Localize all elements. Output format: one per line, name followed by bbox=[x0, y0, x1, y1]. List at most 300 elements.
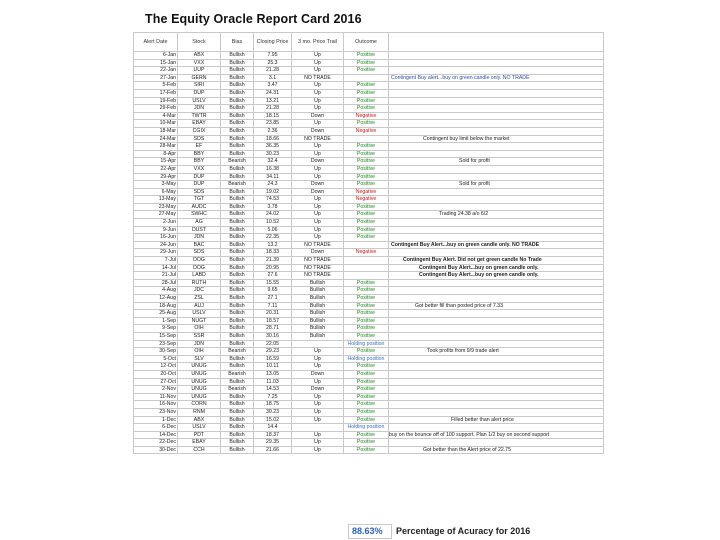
closing-price-cell: 18.33 bbox=[254, 249, 292, 257]
alert-date-cell: 19-Feb bbox=[134, 97, 178, 105]
alert-date-cell: 24-Jun bbox=[134, 241, 178, 249]
alert-date-cell: 21-Jul bbox=[134, 272, 178, 280]
price-trail-cell: Down bbox=[292, 386, 344, 394]
note-text: Contingent Buy Alert. Did not get green candle No Trade bbox=[403, 257, 542, 264]
price-trail-cell: Up bbox=[292, 97, 344, 105]
table-row bbox=[134, 295, 604, 303]
closing-price-cell: 3.1 bbox=[254, 74, 292, 82]
outcome-cell: Positive bbox=[344, 302, 389, 310]
closing-price-cell: 13.2 bbox=[254, 241, 292, 249]
alert-date-cell: 5-Feb bbox=[134, 82, 178, 90]
note-cell bbox=[389, 325, 604, 333]
note-cell bbox=[389, 127, 604, 135]
alert-date-cell: 4-Aug bbox=[134, 287, 178, 295]
stock-cell: SIRI bbox=[178, 82, 221, 90]
table-row bbox=[134, 127, 604, 135]
price-trail-cell: Down bbox=[292, 112, 344, 120]
bias-cell: Bullish bbox=[221, 378, 254, 386]
note-cell bbox=[389, 332, 604, 340]
outcome-cell: Positive bbox=[344, 226, 389, 234]
alert-date-cell: 22-Dec bbox=[134, 439, 178, 447]
alert-date-cell: 29-Jun bbox=[134, 249, 178, 257]
outcome-cell: Positive bbox=[344, 211, 389, 219]
note-cell bbox=[389, 219, 604, 227]
note-text: Contingent Buy Alert...buy on green candle only. NO TRADE bbox=[391, 241, 540, 248]
alert-date-cell: 25-Aug bbox=[134, 310, 178, 318]
table-row bbox=[134, 219, 604, 227]
price-trail-cell: Bullish bbox=[292, 310, 344, 318]
closing-price-cell: 3.78 bbox=[254, 203, 292, 211]
header-notes bbox=[389, 33, 604, 52]
note-cell bbox=[389, 52, 604, 60]
closing-price-cell: 11.03 bbox=[254, 378, 292, 386]
price-trail-cell: Bullish bbox=[292, 295, 344, 303]
bias-cell: Bullish bbox=[221, 105, 254, 113]
bias-cell: Bullish bbox=[221, 317, 254, 325]
table-row bbox=[134, 310, 604, 318]
closing-price-cell: 29.35 bbox=[254, 439, 292, 447]
closing-price-cell: 7.11 bbox=[254, 302, 292, 310]
note-cell bbox=[389, 393, 604, 401]
alert-date-cell: 17-Feb bbox=[134, 89, 178, 97]
outcome-cell: Negative bbox=[344, 196, 389, 204]
table-row bbox=[134, 408, 604, 416]
closing-price-cell: 18.75 bbox=[254, 401, 292, 409]
stock-cell: GERN bbox=[178, 74, 221, 82]
alert-date-cell: 3-May bbox=[134, 181, 178, 189]
bias-cell: Bullish bbox=[221, 52, 254, 60]
stock-cell: SWHC bbox=[178, 211, 221, 219]
closing-price-cell: 7.95 bbox=[254, 52, 292, 60]
outcome-cell: Positive bbox=[344, 416, 389, 424]
note-cell bbox=[389, 226, 604, 234]
note-cell bbox=[389, 446, 604, 454]
note-cell bbox=[389, 234, 604, 242]
closing-price-cell: 21.28 bbox=[254, 105, 292, 113]
closing-price-cell: 14.53 bbox=[254, 386, 292, 394]
table-row bbox=[134, 401, 604, 409]
bias-cell: Bullish bbox=[221, 67, 254, 75]
table-row bbox=[134, 241, 604, 249]
closing-price-cell: 15.02 bbox=[254, 416, 292, 424]
table-row bbox=[134, 439, 604, 447]
table-row bbox=[134, 325, 604, 333]
stock-cell: ABX bbox=[178, 416, 221, 424]
stock-cell: ZSL bbox=[178, 295, 221, 303]
alert-date-cell: 15-Apr bbox=[134, 158, 178, 166]
bias-cell: Bullish bbox=[221, 310, 254, 318]
table-row bbox=[134, 226, 604, 234]
bias-cell: Bullish bbox=[221, 408, 254, 416]
bias-cell: Bullish bbox=[221, 234, 254, 242]
bias-cell: Bullish bbox=[221, 120, 254, 128]
price-trail-cell: Up bbox=[292, 408, 344, 416]
note-cell bbox=[389, 279, 604, 287]
stock-cell: AUDC bbox=[178, 203, 221, 211]
bias-cell: Bullish bbox=[221, 416, 254, 424]
alert-date-cell: 14-Dec bbox=[134, 431, 178, 439]
table-row bbox=[134, 203, 604, 211]
header-outcome: Outcome bbox=[344, 33, 389, 52]
price-trail-cell: Bullish bbox=[292, 325, 344, 333]
bias-cell: Bullish bbox=[221, 257, 254, 265]
bias-cell: Bullish bbox=[221, 203, 254, 211]
price-trail-cell bbox=[292, 424, 344, 432]
note-cell bbox=[389, 249, 604, 257]
alert-date-cell: 9-Jun bbox=[134, 226, 178, 234]
table-row bbox=[134, 416, 604, 424]
stock-cell: SLV bbox=[178, 355, 221, 363]
outcome-cell: Positive bbox=[344, 325, 389, 333]
table-row bbox=[134, 264, 604, 272]
price-trail-cell: Up bbox=[292, 59, 344, 67]
note-cell bbox=[389, 158, 604, 166]
alert-date-cell: 1-Sep bbox=[134, 317, 178, 325]
closing-price-cell: 21.39 bbox=[254, 257, 292, 265]
price-trail-cell: Up bbox=[292, 52, 344, 60]
closing-price-cell: 18.37 bbox=[254, 431, 292, 439]
alert-date-cell: 5-Oct bbox=[134, 355, 178, 363]
table-row bbox=[134, 302, 604, 310]
bias-cell: Bullish bbox=[221, 150, 254, 158]
table-row bbox=[134, 332, 604, 340]
stock-cell: SDS bbox=[178, 188, 221, 196]
bias-cell: Bullish bbox=[221, 272, 254, 280]
stock-cell: CCH bbox=[178, 446, 221, 454]
stock-cell: DOG bbox=[178, 257, 221, 265]
bias-cell: Bullish bbox=[221, 332, 254, 340]
note-cell bbox=[389, 211, 604, 219]
table-row bbox=[134, 59, 604, 67]
alert-date-cell: 11-Nov bbox=[134, 393, 178, 401]
header-bias: Bias bbox=[221, 33, 254, 52]
closing-price-cell: 14.4 bbox=[254, 424, 292, 432]
stock-cell: BBY bbox=[178, 150, 221, 158]
note-cell bbox=[389, 82, 604, 90]
bias-cell: Bearish bbox=[221, 370, 254, 378]
note-cell bbox=[389, 59, 604, 67]
bias-cell: Bullish bbox=[221, 431, 254, 439]
note-text: buy on the bounce off of 100 support. Plan 1/2 buy on second support bbox=[389, 431, 550, 438]
stock-cell: VXX bbox=[178, 59, 221, 67]
closing-price-cell: 24.3 bbox=[254, 181, 292, 189]
bias-cell: Bullish bbox=[221, 196, 254, 204]
stock-cell: UNUG bbox=[178, 386, 221, 394]
outcome-cell: Holding position bbox=[344, 424, 389, 432]
bias-cell: Bullish bbox=[221, 401, 254, 409]
table-row bbox=[134, 317, 604, 325]
note-cell bbox=[389, 165, 604, 173]
price-trail-cell: NO TRADE bbox=[292, 257, 344, 265]
note-cell bbox=[389, 378, 604, 386]
stock-cell: AUJ bbox=[178, 302, 221, 310]
stock-cell: UNUG bbox=[178, 370, 221, 378]
outcome-cell: Positive bbox=[344, 348, 389, 356]
closing-price-cell: 18.15 bbox=[254, 112, 292, 120]
table-row bbox=[134, 188, 604, 196]
alert-date-cell: 12-Oct bbox=[134, 363, 178, 371]
closing-price-cell: 22.05 bbox=[254, 340, 292, 348]
closing-price-cell: 16.59 bbox=[254, 355, 292, 363]
bias-cell: Bullish bbox=[221, 295, 254, 303]
outcome-cell: Positive bbox=[344, 89, 389, 97]
outcome-cell: Positive bbox=[344, 52, 389, 60]
note-text: Filled better than alert price bbox=[451, 416, 514, 423]
alert-date-cell: 22-Apr bbox=[134, 165, 178, 173]
price-trail-cell: Up bbox=[292, 196, 344, 204]
closing-price-cell: 2.36 bbox=[254, 127, 292, 135]
note-cell bbox=[389, 257, 604, 265]
bias-cell: Bullish bbox=[221, 439, 254, 447]
stock-cell: CGIX bbox=[178, 127, 221, 135]
report-title: The Equity Oracle Report Card 2016 bbox=[145, 12, 362, 26]
outcome-cell: Positive bbox=[344, 203, 389, 211]
alert-date-cell: 6-Jan bbox=[134, 52, 178, 60]
price-trail-cell: Up bbox=[292, 226, 344, 234]
alert-date-cell: 16-Jun bbox=[134, 234, 178, 242]
price-trail-cell: Down bbox=[292, 158, 344, 166]
outcome-cell: Positive bbox=[344, 378, 389, 386]
price-trail-cell: Up bbox=[292, 82, 344, 90]
outcome-cell: Positive bbox=[344, 332, 389, 340]
alert-date-cell: 12-Aug bbox=[134, 295, 178, 303]
table-row bbox=[134, 173, 604, 181]
price-trail-cell: Down bbox=[292, 181, 344, 189]
note-cell bbox=[389, 67, 604, 75]
bias-cell: Bullish bbox=[221, 241, 254, 249]
table-row bbox=[134, 105, 604, 113]
alert-date-cell: 28-Mar bbox=[134, 143, 178, 151]
note-cell bbox=[389, 401, 604, 409]
price-trail-cell: Up bbox=[292, 363, 344, 371]
summary-bar bbox=[352, 526, 612, 540]
outcome-cell: Positive bbox=[344, 173, 389, 181]
price-trail-cell: Up bbox=[292, 393, 344, 401]
note-cell bbox=[389, 105, 604, 113]
closing-price-cell: 22.35 bbox=[254, 234, 292, 242]
closing-price-cell: 34.11 bbox=[254, 173, 292, 181]
price-trail-cell: Up bbox=[292, 234, 344, 242]
note-cell bbox=[389, 74, 604, 82]
alert-date-cell: 30-Sep bbox=[134, 348, 178, 356]
outcome-cell bbox=[344, 241, 389, 249]
note-cell bbox=[389, 295, 604, 303]
bias-cell: Bullish bbox=[221, 89, 254, 97]
closing-price-cell: 24.02 bbox=[254, 211, 292, 219]
closing-price-cell: 9.65 bbox=[254, 287, 292, 295]
outcome-cell: Positive bbox=[344, 446, 389, 454]
stock-cell: LABD bbox=[178, 272, 221, 280]
alert-date-cell: 28-Jul bbox=[134, 279, 178, 287]
price-trail-cell: Up bbox=[292, 348, 344, 356]
price-trail-cell: Up bbox=[292, 143, 344, 151]
note-text: Contingent Buy Alert...buy on green candle only. bbox=[419, 272, 539, 279]
price-trail-cell: Up bbox=[292, 431, 344, 439]
table-row bbox=[134, 135, 604, 143]
note-text: Sold for profit bbox=[459, 158, 490, 165]
outcome-cell: Positive bbox=[344, 150, 389, 158]
stock-cell: DUP bbox=[178, 173, 221, 181]
table-row bbox=[134, 431, 604, 439]
table-row bbox=[134, 393, 604, 401]
bias-cell: Bullish bbox=[221, 264, 254, 272]
outcome-cell: Positive bbox=[344, 105, 389, 113]
alert-date-cell: 27-Oct bbox=[134, 378, 178, 386]
bias-cell: Bullish bbox=[221, 135, 254, 143]
closing-price-cell: 32.4 bbox=[254, 158, 292, 166]
note-text: Contingent buy limit below the market bbox=[423, 135, 510, 142]
table-row bbox=[134, 378, 604, 386]
closing-price-cell: 18.57 bbox=[254, 317, 292, 325]
alert-date-cell: 2-Nov bbox=[134, 386, 178, 394]
price-trail-cell: Bullish bbox=[292, 279, 344, 287]
closing-price-cell: 18.66 bbox=[254, 135, 292, 143]
note-cell bbox=[389, 196, 604, 204]
outcome-cell: Holding position bbox=[344, 340, 389, 348]
header-stock: Stock bbox=[178, 33, 221, 52]
price-trail-cell: Down bbox=[292, 188, 344, 196]
price-trail-cell: Up bbox=[292, 219, 344, 227]
table-row bbox=[134, 181, 604, 189]
closing-price-cell: 28.71 bbox=[254, 325, 292, 333]
price-trail-cell: Down bbox=[292, 127, 344, 135]
price-trail-cell: NO TRADE bbox=[292, 272, 344, 280]
stock-cell: SDS bbox=[178, 135, 221, 143]
outcome-cell: Positive bbox=[344, 219, 389, 227]
outcome-cell: Positive bbox=[344, 59, 389, 67]
alert-date-cell: 4-Mar bbox=[134, 112, 178, 120]
stock-cell: DUP bbox=[178, 181, 221, 189]
alert-date-cell: 8-Apr bbox=[134, 150, 178, 158]
header-price-trail: 3 mo. Price Trail bbox=[292, 33, 344, 52]
table-row bbox=[134, 150, 604, 158]
outcome-cell: Positive bbox=[344, 287, 389, 295]
bias-cell: Bullish bbox=[221, 446, 254, 454]
alert-date-cell: 15-Jan bbox=[134, 59, 178, 67]
stock-cell: JDN bbox=[178, 234, 221, 242]
stock-cell: RNM bbox=[178, 408, 221, 416]
outcome-cell: Negative bbox=[344, 249, 389, 257]
table-row bbox=[134, 234, 604, 242]
note-cell bbox=[389, 431, 604, 439]
closing-price-cell: 19.02 bbox=[254, 188, 292, 196]
alert-date-cell: 1-Dec bbox=[134, 416, 178, 424]
stock-cell: USLV bbox=[178, 97, 221, 105]
bias-cell: Bullish bbox=[221, 302, 254, 310]
note-text: Took profits from 9/9 trade alert bbox=[427, 348, 499, 355]
note-cell bbox=[389, 363, 604, 371]
stock-cell: BBY bbox=[178, 158, 221, 166]
closing-price-cell: 13.05 bbox=[254, 370, 292, 378]
bias-cell: Bullish bbox=[221, 74, 254, 82]
bias-cell: Bearish bbox=[221, 158, 254, 166]
alert-date-cell: 10-Mar bbox=[134, 120, 178, 128]
alert-date-cell: 27-Jan bbox=[134, 74, 178, 82]
alert-date-cell: 29-Feb bbox=[134, 105, 178, 113]
alert-date-cell: 15-Sep bbox=[134, 332, 178, 340]
stock-cell: PDT bbox=[178, 431, 221, 439]
stock-cell: JDC bbox=[178, 287, 221, 295]
stock-cell: BAC bbox=[178, 241, 221, 249]
outcome-cell: Negative bbox=[344, 112, 389, 120]
stock-cell: TWTR bbox=[178, 112, 221, 120]
note-cell bbox=[389, 272, 604, 280]
table-row bbox=[134, 89, 604, 97]
price-trail-cell: Bullish bbox=[292, 302, 344, 310]
closing-price-cell: 16.38 bbox=[254, 165, 292, 173]
stock-cell: DUST bbox=[178, 226, 221, 234]
bias-cell: Bearish bbox=[221, 386, 254, 394]
price-trail-cell: Up bbox=[292, 150, 344, 158]
outcome-cell: Positive bbox=[344, 439, 389, 447]
closing-price-cell: 23.85 bbox=[254, 120, 292, 128]
note-text: Got better fill than posted price of 7.33 bbox=[415, 302, 503, 309]
stock-cell: ABX bbox=[178, 52, 221, 60]
stock-cell: SSR bbox=[178, 332, 221, 340]
alert-date-cell: 13-May bbox=[134, 196, 178, 204]
bias-cell: Bullish bbox=[221, 127, 254, 135]
outcome-cell: Positive bbox=[344, 386, 389, 394]
bias-cell: Bullish bbox=[221, 219, 254, 227]
alert-date-cell: 9-Sep bbox=[134, 325, 178, 333]
alert-date-cell: 6-Dec bbox=[134, 424, 178, 432]
outcome-cell bbox=[344, 272, 389, 280]
bias-cell: Bullish bbox=[221, 82, 254, 90]
table-row bbox=[134, 370, 604, 378]
price-trail-cell: Up bbox=[292, 439, 344, 447]
outcome-cell: Positive bbox=[344, 143, 389, 151]
table-row bbox=[134, 120, 604, 128]
closing-price-cell: 74.53 bbox=[254, 196, 292, 204]
bias-cell: Bullish bbox=[221, 112, 254, 120]
bias-cell: Bullish bbox=[221, 393, 254, 401]
note-cell bbox=[389, 89, 604, 97]
alert-date-cell: 20-Oct bbox=[134, 370, 178, 378]
stock-cell: RUTH bbox=[178, 279, 221, 287]
table-row bbox=[134, 249, 604, 257]
table-row bbox=[134, 158, 604, 166]
stock-cell: EBAY bbox=[178, 120, 221, 128]
alert-date-cell: 23-May bbox=[134, 203, 178, 211]
note-cell bbox=[389, 317, 604, 325]
closing-price-cell: 10.11 bbox=[254, 363, 292, 371]
bias-cell: Bullish bbox=[221, 363, 254, 371]
table-row bbox=[134, 348, 604, 356]
closing-price-cell: 29.23 bbox=[254, 348, 292, 356]
price-trail-cell: Up bbox=[292, 89, 344, 97]
table-row bbox=[134, 340, 604, 348]
table-row bbox=[134, 165, 604, 173]
closing-price-cell: 20.31 bbox=[254, 310, 292, 318]
note-cell bbox=[389, 348, 604, 356]
note-cell bbox=[389, 241, 604, 249]
price-trail-cell: Up bbox=[292, 446, 344, 454]
stock-cell: UNUG bbox=[178, 378, 221, 386]
price-trail-cell: Up bbox=[292, 355, 344, 363]
outcome-cell: Positive bbox=[344, 279, 389, 287]
note-cell bbox=[389, 302, 604, 310]
note-cell bbox=[389, 264, 604, 272]
note-cell bbox=[389, 120, 604, 128]
bias-cell: Bullish bbox=[221, 211, 254, 219]
table-row bbox=[134, 355, 604, 363]
closing-price-cell: 10.52 bbox=[254, 219, 292, 227]
report-rows bbox=[134, 52, 604, 454]
price-trail-cell: Up bbox=[292, 120, 344, 128]
closing-price-cell: 21.66 bbox=[254, 446, 292, 454]
price-trail-cell: Bullish bbox=[292, 332, 344, 340]
outcome-cell bbox=[344, 74, 389, 82]
